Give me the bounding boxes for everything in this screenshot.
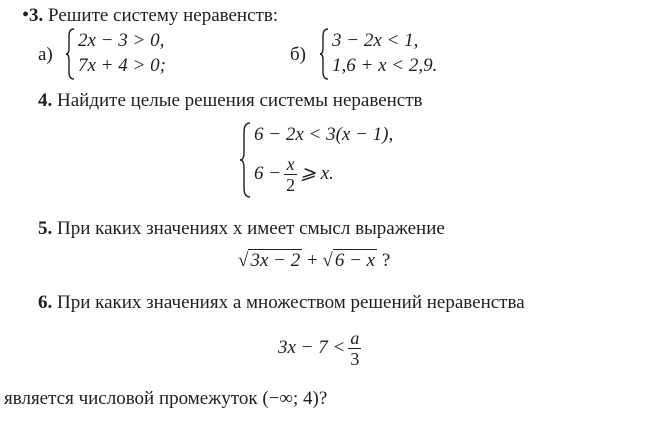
problem-3-heading bbox=[22, 4, 278, 27]
problem-number: 3. bbox=[29, 5, 44, 26]
system-4-line-2: 6 − $\frac{x}{2}$ ⩾ x. bbox=[254, 154, 334, 196]
brace-b bbox=[320, 28, 330, 80]
problem-6-heading bbox=[38, 292, 525, 314]
problem-number: 4. bbox=[38, 90, 53, 111]
problem-text: Решите систему неравенств: bbox=[48, 5, 279, 26]
radical-expression: √ 3x − 2 + √ 6 − x ? bbox=[238, 250, 391, 271]
brace-a bbox=[66, 28, 76, 80]
system-b-line-1: 3 − 2x < 1, bbox=[332, 30, 419, 51]
sqrt-sign: √ bbox=[322, 250, 333, 271]
brace-4 bbox=[240, 122, 252, 198]
problem-text: Найдите целые решения системы неравенств bbox=[57, 90, 423, 111]
problem-number: 5. bbox=[38, 218, 53, 239]
fraction: $\frac{a}{3}$ bbox=[350, 328, 360, 370]
problem-number: 6. bbox=[38, 292, 53, 313]
bullet-marker: • bbox=[22, 4, 30, 26]
part-a-label: а) bbox=[38, 44, 53, 65]
problem-5-heading bbox=[38, 218, 445, 240]
fraction: $\frac{x}{2}$ bbox=[286, 154, 296, 196]
system-a-line-2: 7x + 4 > 0; bbox=[78, 55, 166, 76]
sqrt-sign: √ bbox=[238, 250, 249, 271]
problem-4-heading bbox=[38, 90, 423, 112]
part-b-label: б) bbox=[290, 44, 306, 65]
problem-text: При каких значениях a множеством решений неравенства bbox=[57, 292, 525, 313]
system-b-line-2: 1,6 + x < 2,9. bbox=[332, 55, 438, 76]
problem-text: При каких значениях x имеет смысл выражение bbox=[57, 218, 445, 239]
inequality-6: 3x − 7 < $\frac{a}{3}$ bbox=[278, 328, 360, 370]
system-a-line-1: 2x − 3 > 0, bbox=[78, 30, 165, 51]
problem-6-tail: является числовой промежуток (−∞; 4)? bbox=[4, 388, 328, 409]
system-4-line-1: 6 − 2x < 3(x − 1), bbox=[254, 124, 394, 145]
